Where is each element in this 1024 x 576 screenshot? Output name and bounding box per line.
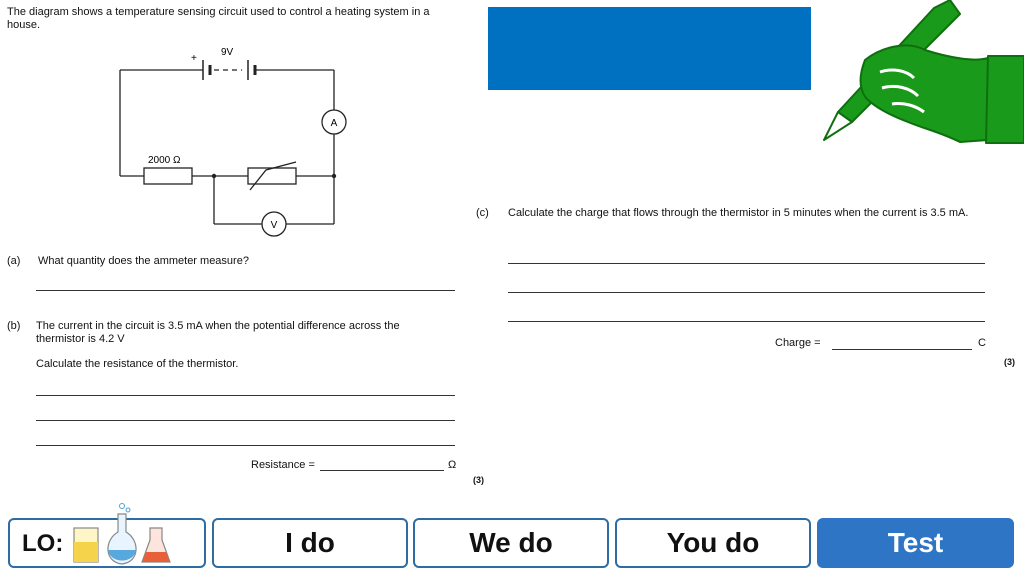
nav-we-do[interactable]: We do	[413, 518, 609, 568]
answer-line-b1[interactable]	[36, 395, 455, 396]
answer-line-c2[interactable]	[508, 292, 985, 293]
conical-flask-liquid	[142, 552, 170, 562]
answer-line-b2[interactable]	[36, 420, 455, 421]
answer-line-c1[interactable]	[508, 263, 985, 264]
lab-flasks-icon	[70, 502, 180, 568]
charge-label: Charge =	[775, 337, 821, 349]
thermistor-box	[248, 168, 296, 184]
fixed-resistor	[144, 168, 192, 184]
question-c-marks: (3)	[1004, 357, 1015, 367]
answer-line-a[interactable]	[36, 290, 455, 291]
resistor-label: 2000 Ω	[148, 155, 181, 166]
charge-answer-blank[interactable]	[832, 349, 972, 350]
junction-dot-right	[332, 174, 336, 178]
question-b-label: (b)	[7, 320, 21, 332]
nav-you-do[interactable]: You do	[615, 518, 811, 568]
resistance-unit: Ω	[448, 459, 457, 471]
question-b-marks: (3)	[473, 475, 484, 485]
lo-box[interactable]	[8, 518, 206, 568]
bubble-icon-2	[126, 508, 130, 512]
nav-test[interactable]: Test	[817, 518, 1014, 568]
circuit-diagram	[110, 40, 360, 240]
junction-dot-left	[212, 174, 216, 178]
answer-line-b3[interactable]	[36, 445, 455, 446]
question-b-instruction: Calculate the resistance of the thermistor.	[36, 358, 239, 370]
charge-unit: C	[978, 337, 986, 349]
question-a-text: What quantity does the ammeter measure?	[38, 255, 249, 267]
nav-i-do[interactable]: I do	[212, 518, 408, 568]
resistance-label: Resistance =	[251, 459, 315, 471]
beaker-liquid	[74, 542, 98, 562]
hand-shape	[861, 45, 988, 142]
bubble-icon	[120, 504, 125, 509]
question-a-label: (a)	[7, 255, 21, 267]
voltmeter-symbol: V	[270, 220, 278, 231]
answer-line-c3[interactable]	[508, 321, 985, 322]
ammeter-symbol: A	[330, 118, 338, 129]
intro-text: The diagram shows a temperature sensing circuit used to control a heating system in a house.	[7, 6, 430, 31]
thermistor-line	[250, 162, 296, 190]
plus-sign: +	[191, 53, 197, 64]
resistance-answer-blank[interactable]	[320, 470, 444, 471]
blue-header-box	[488, 7, 811, 90]
question-b-text: The current in the circuit is 3.5 mA when the potential difference across the thermistor is 4.2 V	[36, 320, 400, 345]
question-c-text: Calculate the charge that flows through the thermistor in 5 minutes when the current is 3.5 mA.	[508, 207, 969, 219]
battery-label: 9V	[221, 47, 234, 58]
writing-hand-icon	[810, 0, 1024, 150]
lo-label: LO:	[22, 530, 64, 557]
sleeve-cuff	[986, 56, 1024, 143]
question-c-label: (c)	[476, 207, 489, 219]
